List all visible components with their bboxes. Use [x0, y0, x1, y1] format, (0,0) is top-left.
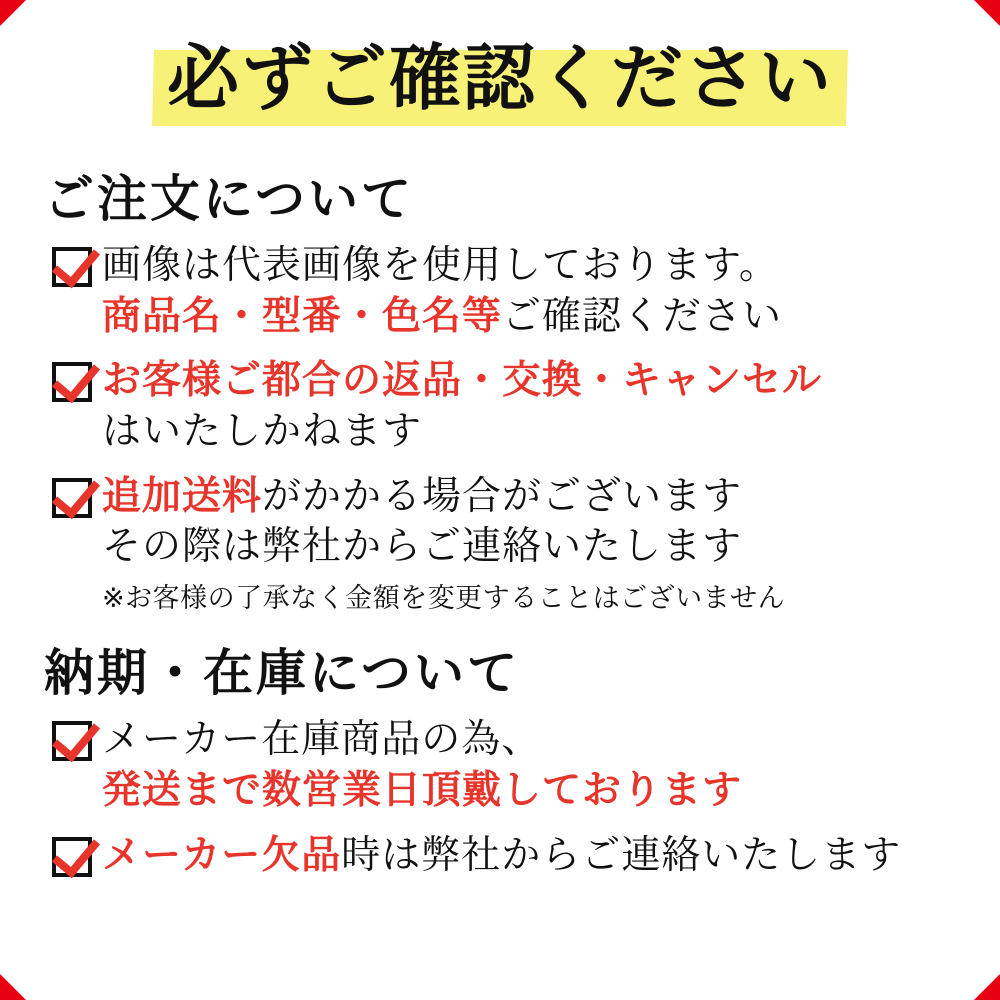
item-line-red: 追加送料	[102, 473, 263, 519]
list-item	[52, 241, 964, 342]
checkbox-checked-icon	[52, 362, 92, 402]
item-line: 画像は代表画像を使用しております。	[102, 243, 779, 288]
list-item-text	[102, 241, 964, 342]
section-title-delivery: 納期・在庫について	[44, 644, 520, 703]
list-item	[52, 715, 964, 816]
item-line: はいたしかねます	[102, 409, 423, 455]
corner-decoration-bottom-left	[0, 974, 26, 1000]
checkbox-checked-icon	[52, 247, 92, 287]
list-item-text	[102, 472, 964, 573]
list-item-text	[102, 715, 964, 816]
item-line: メーカー在庫商品の為、	[102, 717, 542, 763]
list-item-text	[102, 831, 964, 882]
list-item	[52, 356, 964, 457]
headline-container	[0, 36, 1000, 124]
item-note: ※お客様の了承なく金額を変更することはございません	[102, 583, 786, 615]
headline-text: 必ずご確認ください	[166, 36, 833, 120]
item-line-plain: ご確認ください	[502, 293, 783, 339]
item-line-plain: がかかる場合がございます	[262, 473, 743, 519]
headline	[153, 36, 847, 124]
corner-decoration-bottom-right	[974, 974, 1000, 1000]
item-line-red: 商品名・型番・色名等	[102, 293, 503, 339]
item-line	[102, 292, 964, 343]
checkbox-checked-icon	[52, 837, 92, 877]
notice-content	[44, 172, 964, 887]
list-item	[52, 472, 964, 573]
item-line	[102, 472, 964, 523]
item-line: その際は弊社からご連絡いたします	[102, 524, 743, 570]
section-delivery	[44, 646, 964, 881]
checkbox-checked-icon	[52, 721, 92, 761]
list-item-text	[102, 356, 964, 457]
corner-decoration-top-right	[974, 0, 1000, 26]
list-item	[52, 831, 964, 882]
section-order	[44, 172, 964, 616]
section-title-order: ご注文について	[44, 170, 414, 228]
corner-decoration-top-left	[0, 0, 26, 26]
checkbox-checked-icon	[52, 478, 92, 518]
item-line-red: メーカー欠品	[102, 832, 342, 878]
item-line	[102, 831, 964, 882]
item-line-plain: 時は弊社からご連絡いたします	[341, 832, 902, 878]
item-line: お客様ご都合の返品・交換・キャンセル	[102, 358, 823, 404]
item-line: 発送まで数営業日頂戴しております	[102, 767, 743, 813]
